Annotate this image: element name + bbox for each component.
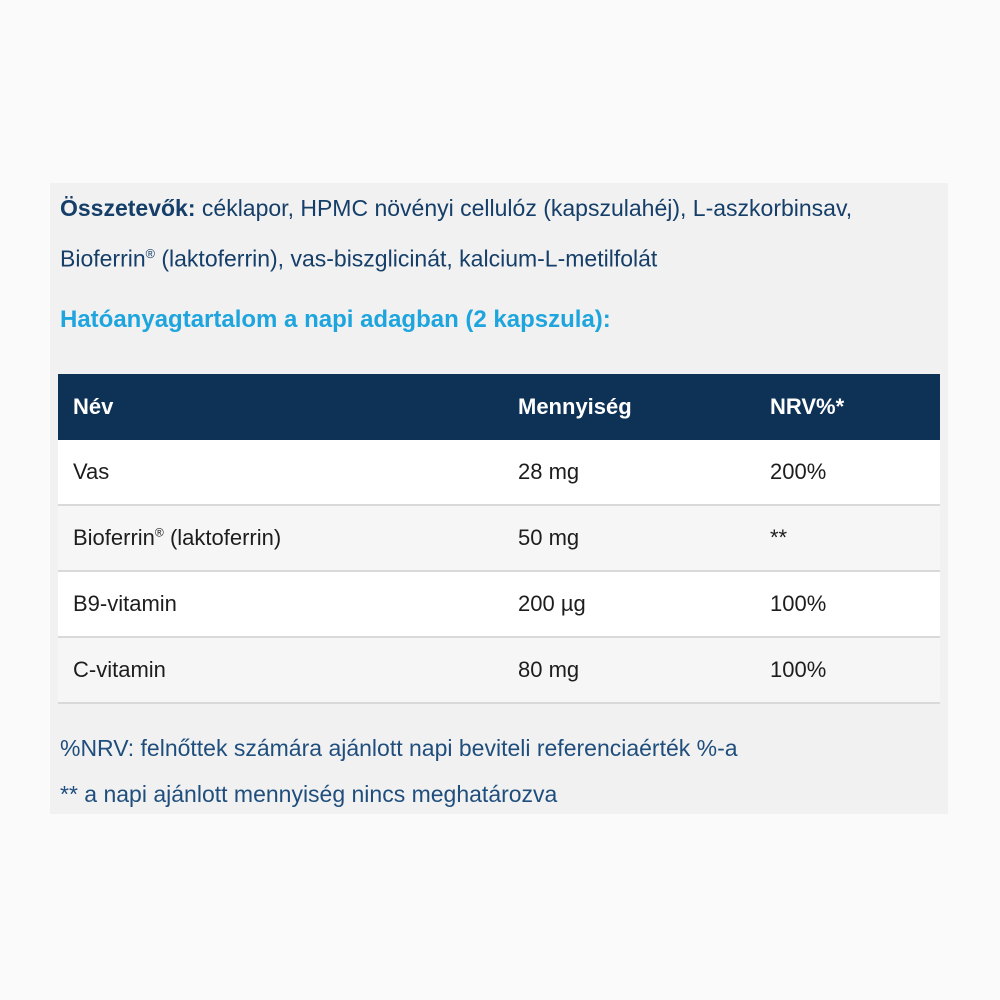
- cell-name: [58, 459, 518, 485]
- nutrition-table: [58, 374, 940, 704]
- column-header-nrv: NRV%*: [770, 394, 845, 419]
- ingredient-name: C-vitamin: [73, 657, 166, 682]
- table-header-row: [58, 374, 940, 440]
- ingredients-text-line1: céklapor, HPMC növényi cellulóz (kapszulahéj), L-aszkorbinsav,: [195, 195, 853, 221]
- table-row: [58, 638, 940, 704]
- ingredient-name: Bioferrin: [73, 525, 155, 550]
- table-row: [58, 572, 940, 638]
- ingredient-name: Vas: [73, 459, 110, 484]
- cell-name: [58, 657, 518, 683]
- ingredients-text-line2-start: Bioferrin: [60, 245, 146, 272]
- footnote-nrv-definition: %NRV: felnőttek számára ajánlott napi beviteli referenciaérték %-a: [60, 735, 738, 761]
- cell-nrv: **: [770, 525, 788, 550]
- column-header-name: Név: [73, 394, 114, 419]
- cell-quantity: 200 µg: [518, 591, 586, 616]
- ingredients-line-1: [60, 185, 940, 231]
- active-ingredients-heading: Hatóanyagtartalom a napi adagban (2 kapszula):: [60, 306, 611, 333]
- cell-name: [58, 525, 518, 551]
- ingredient-name-suffix: (laktoferrin): [163, 525, 282, 550]
- cell-nrv: 100%: [770, 657, 827, 682]
- cell-nrv: 100%: [770, 591, 827, 616]
- footnotes: [60, 725, 940, 817]
- cell-quantity: 80 mg: [518, 657, 580, 682]
- table-row: [58, 440, 940, 506]
- ingredients-line-2: [60, 231, 940, 282]
- cell-quantity: 50 mg: [518, 525, 580, 550]
- ingredients-label: Összetevők:: [60, 195, 196, 221]
- cell-name: [58, 591, 518, 617]
- registered-trademark-symbol: ®: [145, 247, 155, 261]
- footnote-no-reference-value: ** a napi ajánlott mennyiség nincs meghatározva: [60, 781, 558, 807]
- ingredients-text-line2-rest: (laktoferrin), vas-biszglicinát, kalcium-L-metilfolát: [154, 245, 658, 272]
- registered-trademark-symbol: ®: [154, 525, 164, 540]
- ingredients-paragraph: [60, 185, 940, 282]
- column-header-quantity: Mennyiség: [518, 394, 632, 419]
- table-row: [58, 506, 940, 572]
- product-info-card: [50, 183, 948, 814]
- cell-quantity: 28 mg: [518, 459, 580, 484]
- ingredient-name: B9-vitamin: [73, 591, 177, 616]
- cell-nrv: 200%: [770, 459, 827, 484]
